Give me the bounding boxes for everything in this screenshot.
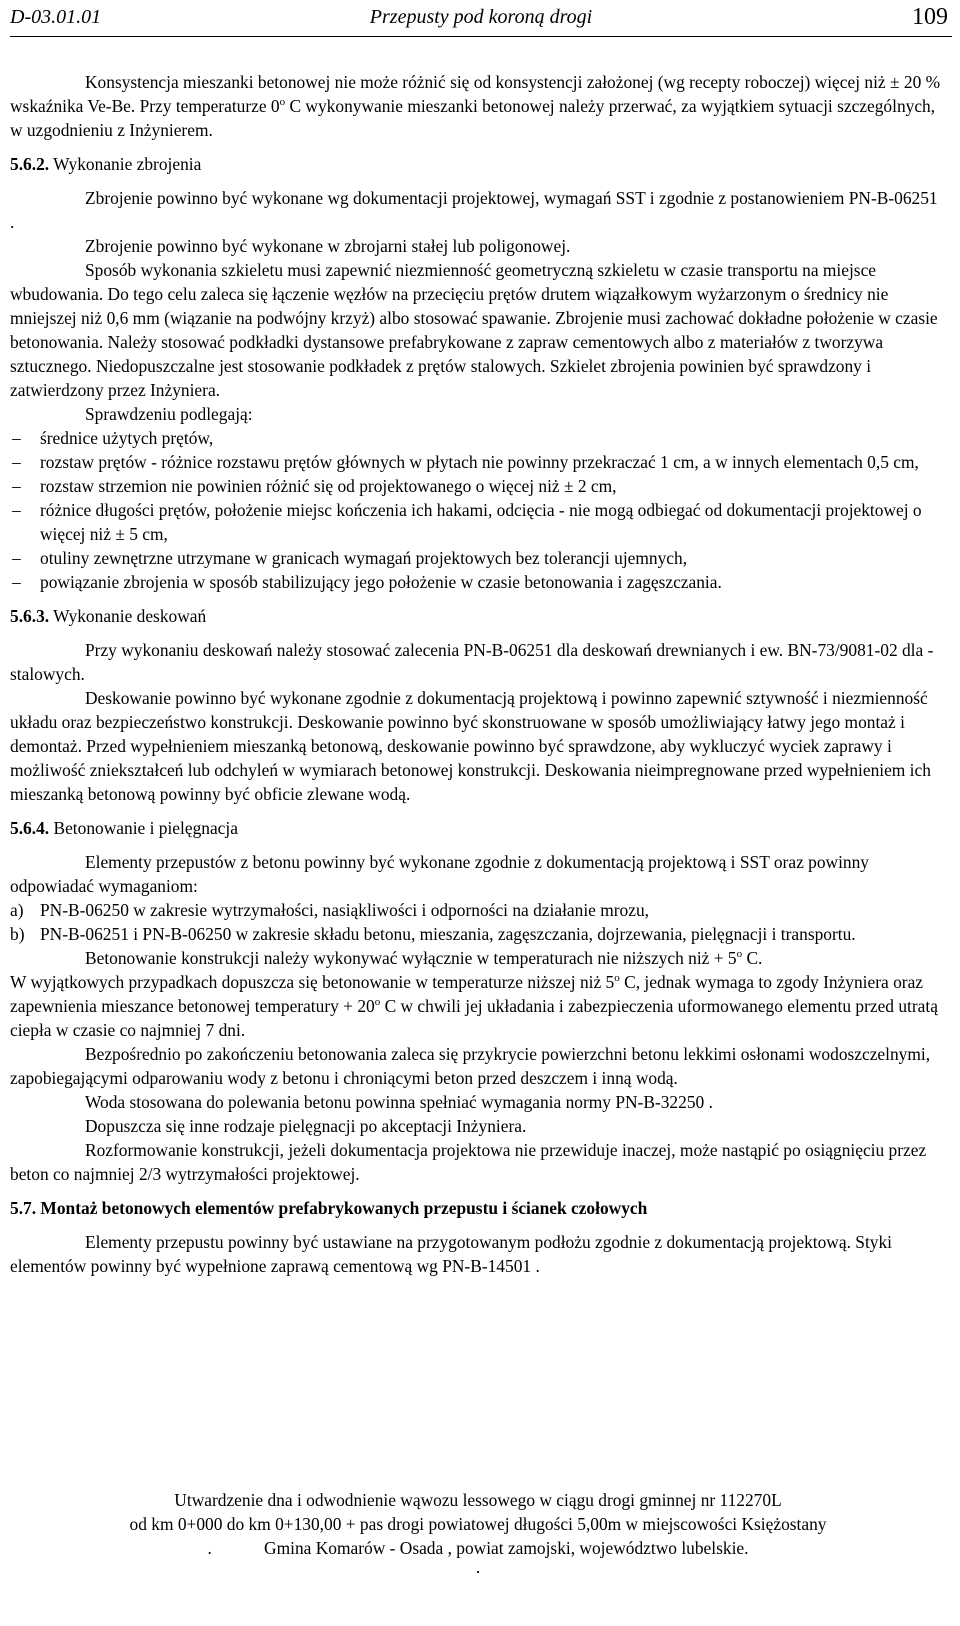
paragraph: Zbrojenie powinno być wykonane wg dokumentacji projektowej, wymagań SST i zgodnie z postanowieniem PN-B-06251 .	[10, 188, 938, 232]
footer-line: . Gmina Komarów - Osada , powiat zamojski, województwo lubelskie.	[207, 1538, 749, 1558]
document-title: Przepusty pod koroną drogi	[369, 6, 593, 28]
paragraph: Rozformowanie konstrukcji, jeżeli dokumentacja projektowa nie przewiduje inaczej, może nastąpić po osiągnięciu przez beton co najmniej 2/3 wytrzymałości projektowej.	[10, 1140, 927, 1184]
paragraph: Zbrojenie powinno być wykonane w zbrojarni stałej lub poligonowej.	[85, 236, 571, 256]
footer-line: Utwardzenie dna i odwodnienie wąwozu lessowego w ciągu drogi gminnej nr 112270L	[174, 1490, 782, 1510]
section-heading-5-6-2: 5.6.2. Wykonanie zbrojenia	[10, 154, 202, 174]
page-footer	[10, 1488, 946, 1577]
list-item: – rozstaw prętów - różnice rozstawu prętów głównych w płytach nie powinny przekraczać 1 cm, a w innych elementach 0,5 cm,	[10, 450, 946, 474]
list-item: – otuliny zewnętrzne utrzymane w granicach wymagań projektowych bez tolerancji ujemnych,	[10, 546, 946, 570]
paragraph: Sprawdzeniu podlegają:	[85, 404, 253, 424]
page-number: 109	[912, 4, 948, 30]
paragraph: Bezpośrednio po zakończeniu betonowania zaleca się przykrycie powierzchni betonu lekkimi osłonami wodoszczelnymi, zapobiegającymi odparowaniu wody z betonu i chroniącymi beton przed deszczem i inną wodą.	[10, 1044, 931, 1088]
paragraph: Dopuszcza się inne rodzaje pielęgnacji po akceptacji Inżyniera.	[85, 1116, 527, 1136]
document-code: D-03.01.01	[10, 6, 102, 28]
paragraph: Elementy przepustu powinny być ustawiane na przygotowanym podłożu zgodnie z dokumentacją projektową. Styki elementów powinny być wypełnione zaprawą cementową wg PN-B-14501 .	[10, 1232, 893, 1276]
paragraph: Przy wykonaniu deskowań należy stosować zalecenia PN-B-06251 dla deskowań drewnianych i ew. BN-73/9081-02 dla - stalowych.	[10, 640, 934, 684]
section-heading-5-6-4: 5.6.4. Betonowanie i pielęgnacja	[10, 818, 238, 838]
page-header	[10, 2, 952, 37]
paragraph: Betonowanie konstrukcji należy wykonywać wyłącznie w temperaturach nie niższych niż + $5^o$ C.	[85, 948, 763, 968]
requirements-list	[10, 898, 946, 946]
list-item: – różnice długości prętów, położenie miejsc kończenia ich hakami, odcięcia - nie mogą odbiegać od dokumentacji projektowej o więcej niż ± 5 cm,	[10, 498, 946, 546]
footer-line: .	[475, 1557, 481, 1577]
section-heading-5-7: 5.7. Montaż betonowych elementów prefabrykowanych przepustu i ścianek czołowych	[10, 1198, 648, 1218]
list-item: – średnice użytych prętów,	[10, 426, 946, 450]
list-item: – rozstaw strzemion nie powinien różnić się od projektowanego o więcej niż ± 2 cm,	[10, 474, 946, 498]
paragraph: Sposób wykonania szkieletu musi zapewnić niezmienność geometryczną szkieletu w czasie transportu na miejsce wbudowania. Do tego celu zaleca się łączenie węzłów na przecięciu prętów drutem wiązałkowym wyżarzonym o średnicy nie mniejszej niż 0,6 mm (wiązanie na podwójny krzyż) albo stosować spawanie. Zbrojenie musi zachować dokładne położenie w czasie betonowania. Należy stosować podkładki dystansowe prefabrykowane z zapraw cementowych albo z materiałów z tworzywa sztucznego. Niedopuszczalne jest stosowanie podkładek z prętów stalowych. Szkielet zbrojenia powinien być sprawdzony i zatwierdzony przez Inżyniera.	[10, 260, 938, 400]
paragraph: W wyjątkowych przypadkach dopuszcza się betonowanie w temperaturze niższej niż 5$^o$ C, jednak wymaga to zgody Inżyniera oraz zapewnienia mieszance betonowej temperatury + $20^o$ C w chwili jej układania i zabezpieczenia uformowanego elementu przed utratą ciepła w czasie co najmniej 7 dni.	[10, 972, 938, 1040]
list-item: a) PN-B-06250 w zakresie wytrzymałości, nasiąkliwości i odporności na działanie mrozu,	[10, 900, 649, 920]
list-item: – powiązanie zbrojenia w sposób stabilizujący jego położenie w czasie betonowania i zagęszczania.	[10, 570, 946, 594]
checklist	[10, 426, 946, 594]
paragraph: Deskowanie powinno być wykonane zgodnie z dokumentacją projektową i powinno zapewnić sztywność i niezmienność układu oraz bezpieczeństwo konstrukcji. Deskowanie powinno być skonstruowane w sposób umożliwiający łatwy jego montaż i demontaż. Przed wypełnieniem mieszanką betonową, deskowanie powinno być sprawdzone, aby wykluczyć wyciek zaprawy i możliwość zniekształceń lub odchyleń w wymiarach betonowej konstrukcji. Deskowania nieimpregnowane przed wypełnieniem ich mieszanką betonową powinny być obficie zlewane wodą.	[10, 688, 931, 804]
paragraph: Elementy przepustów z betonu powinny być wykonane zgodnie z dokumentacją projektową i SST oraz powinny odpowiadać wymaganiom:	[10, 852, 869, 896]
footer-line: od km 0+000 do km 0+130,00 + pas drogi powiatowej długości 5,00m w miejscowości Księżostany	[129, 1514, 827, 1534]
paragraph: Woda stosowana do polewania betonu powinna spełniać wymagania normy PN-B-32250 .	[85, 1092, 713, 1112]
intro-paragraph: Konsystencja mieszanki betonowej nie może różnić się od konsystencji założonej (wg recepty roboczej) więcej niż ± 20 % wskaźnika Ve-Be. Przy temperaturze 0$^o$ C wykonywanie mieszanki betonowej należy przerwać, za wyjątkiem sytuacji szczególnych, w uzgodnieniu z Inżynierem.	[10, 72, 941, 140]
document-body	[10, 70, 946, 1278]
section-heading-5-6-3: 5.6.3. Wykonanie deskowań	[10, 606, 207, 626]
list-item: b) PN-B-06251 i PN-B-06250 w zakresie składu betonu, mieszania, zagęszczania, dojrzewania, pielęgnacji i transportu.	[10, 924, 856, 944]
